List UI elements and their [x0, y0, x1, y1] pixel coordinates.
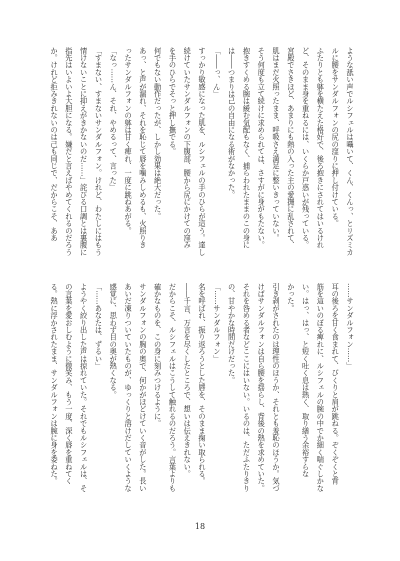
lower-column: ようやく絞り出した声は掠れていた。それでもルシフェルは、そ: [79, 283, 89, 492]
upper-column: あっ、と声が漏れ、それを恥じて唇を噛みしめるも、火照りき: [138, 47, 148, 249]
lower-column: 名を呼ばれ、振り返ろうとした唇を、そのまま掬い取られる。: [198, 283, 208, 485]
lower-column: 耳の後ろを甘く食まれて、びくりと肩が跳ねる。ぞくぞくと背: [331, 283, 341, 485]
lower-column: それを咎める者などここにはいない。いるのは、ただふたりきり: [242, 283, 252, 492]
upper-column: ような舐い声でルシフェルは囁いて、くん、くんっ、とリズミカ: [346, 47, 355, 256]
lower-column: けばサンダルフォンは自ら腰を揺らし、背後の熱を求めていた。: [257, 283, 267, 492]
upper-column: 肌はまだ火照ったまま、呼吸さえ満足に整いきっていない。: [272, 47, 282, 242]
upper-column: を手のひらでそっと押し撫でる。: [168, 47, 178, 155]
upper-column: 「なっ……ん、それ、やめるって、言った」: [109, 47, 119, 191]
lower-column: 感覚に、思わず目の奥が熱くなる。: [109, 283, 119, 399]
upper-column: 「――っ、ん」: [212, 47, 222, 98]
lower-column: ――千言、万言を尽くしたところで、想いは伝えきれない。: [183, 283, 193, 478]
lower-column: かった。: [286, 283, 296, 312]
lower-column: あいだ凍りついていたものが、ゆっくりと溶けだしていくような: [124, 283, 134, 492]
upper-column: か。けれど拒みきれないのは己も同じで、だからこそ、ああ: [50, 47, 60, 242]
lower-column: 「……あなたは、ずるい」: [94, 283, 104, 370]
upper-column: ふたりとも躰を横たえた格好で、後ろ抱きにされてはいるけれ: [316, 47, 326, 249]
upper-column: 情けないことに抑えがきかないのだ……」詫びる口調とは裏腹に: [79, 47, 89, 256]
upper-column: 指先はいよいよ大胆になる。嫌だと言えばやめてくれるのだろう: [64, 47, 74, 256]
lower-column: 筋を這いのぼる痺れに、ルシフェルの腕の中でか細く喘ぐしかな: [316, 283, 326, 492]
page-number: 18: [194, 522, 206, 531]
lower-text-block: [46, 283, 357, 503]
upper-column: ったサンダルフォンの躰は甘く痺れ、一度に跳ねあがる。: [124, 47, 134, 235]
lower-column: 確かなものを、この身に刻みつけるように。: [153, 283, 163, 427]
upper-column: 宮殿でさきほど、あまりにも熱の入った主の愛撫に乱されて、: [286, 47, 296, 249]
upper-column: 何でもない動作だったが、しかし効果は絶大だった。: [153, 47, 163, 220]
upper-column: そう何度も立て続けに求められては、さすがに身がもたない。: [257, 47, 267, 249]
lower-column: だからこそ、ルシフェルはこうして触れるのだろう。言葉よりも: [168, 283, 178, 492]
lower-column: 引き剥がされたのは理性のほうか、それとも羞恥のほうか。気づ: [272, 283, 282, 492]
upper-column: ルに腰をサンダルフォンの尻の窪りに押し付けている。: [331, 47, 341, 227]
upper-column: 続けていたサンダルフォンの下腹部、腰から尻にかけての窪み: [183, 47, 193, 249]
upper-column: ど、そのまま身を重ねるには、いくらか戸惑いが残っている。: [301, 47, 311, 249]
lower-column: 「……サンダルフォン」: [212, 283, 222, 363]
lower-column: ……サンダルフォン……」: [346, 283, 355, 370]
upper-column: すっかり敏感になった肌を、ルシフェルの手のひらが這う。達し: [198, 47, 208, 256]
lower-column: の言葉を愛おしむように微笑み、もう一度、深く唇を重ねてく: [64, 283, 74, 485]
lower-column: い。はっ、はっ、と短く吐く息は熱く、取り繕う余裕すらな: [301, 283, 311, 478]
upper-column: 「すまない、すまないサンダルフォン。けれど、わたしにはもう: [94, 47, 104, 256]
upper-column: は――つまりは己の自由になる術がなかった。: [227, 47, 237, 199]
lower-column: サンダルフォンの胸の奥で、何かがほどけていく音がした。長い: [138, 283, 148, 492]
lower-column: る。熱に浮かされたまま、サンダルフォンは腕に身を委ねた。: [50, 283, 60, 485]
upper-text-block: [46, 47, 357, 267]
upper-column: 抱きすくめる腕は緩む気配もなく、捕らわれたままのこの身に: [242, 47, 252, 249]
lower-column: の、甘やかな時間だけだった。: [227, 283, 237, 384]
